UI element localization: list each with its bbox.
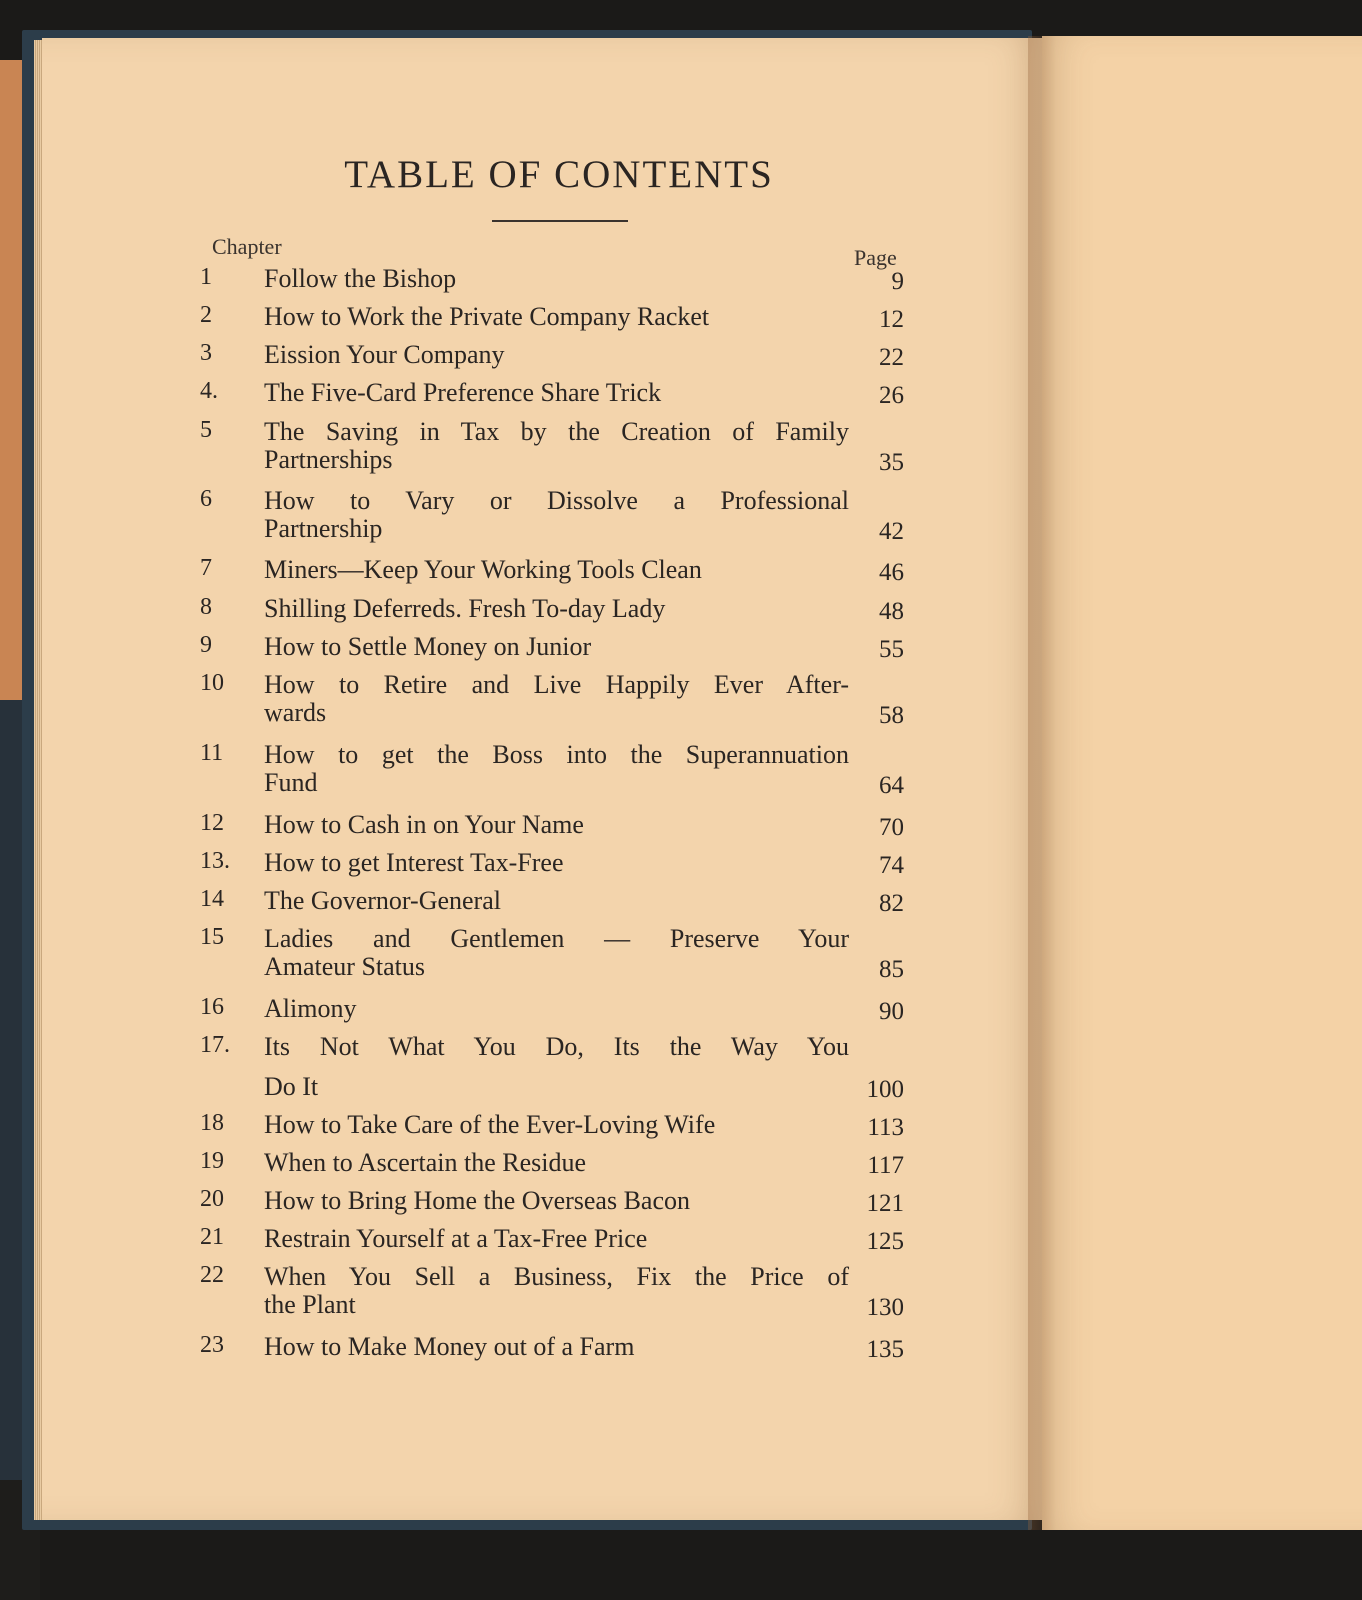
page-number: 58 (879, 702, 904, 729)
page-number: 26 (879, 382, 904, 409)
page-number: 22 (879, 344, 904, 371)
chapter-number: 5 (200, 417, 212, 443)
chapter-title-continued: wards (264, 698, 327, 727)
page-number: 90 (879, 998, 904, 1025)
page-number: 70 (879, 814, 904, 841)
page-number: 64 (879, 772, 904, 799)
chapter-number: 23 (200, 1332, 224, 1358)
chapter-title: How to Vary or Dissolve a Professional (264, 486, 849, 515)
title-rule (492, 220, 628, 222)
chapter-number: 7 (200, 555, 212, 581)
chapter-number: 19 (200, 1148, 224, 1174)
page-number: 46 (879, 559, 904, 586)
chapter-number: 3 (200, 340, 212, 366)
chapter-number: 10 (200, 670, 224, 696)
chapter-title-continued: the Plant (264, 1290, 356, 1319)
chapter-number: 22 (200, 1262, 224, 1288)
chapter-number: 16 (200, 994, 224, 1020)
page-number: 85 (879, 956, 904, 983)
chapter-title: The Saving in Tax by the Creation of Family (264, 417, 849, 446)
chapter-title-continued: Amateur Status (264, 952, 426, 981)
page-edges (34, 40, 42, 1520)
page-number: 100 (866, 1076, 904, 1103)
chapter-title: How to get Interest Tax-Free (264, 848, 564, 877)
chapter-number: 8 (200, 594, 212, 620)
chapter-title: Ladies and Gentlemen — Preserve Your (264, 924, 849, 953)
chapter-title: Eission Your Company (264, 340, 505, 369)
chapter-column-header: Chapter (212, 234, 282, 259)
chapter-number: 6 (200, 486, 212, 512)
page-number: 117 (867, 1152, 904, 1179)
chapter-title: Its Not What You Do, Its the Way You (264, 1032, 849, 1061)
page-number: 82 (879, 890, 904, 917)
chapter-title: Miners—Keep Your Working Tools Clean (264, 555, 702, 584)
chapter-title: Restrain Yourself at a Tax-Free Price (264, 1224, 648, 1253)
chapter-title: How to get the Boss into the Superannuation (264, 740, 849, 769)
chapter-title: How to Bring Home the Overseas Bacon (264, 1186, 691, 1215)
chapter-number: 17. (200, 1032, 230, 1058)
chapter-title-continued: Fund (264, 768, 318, 797)
chapter-title: The Governor-General (264, 886, 501, 915)
page-number: 74 (879, 852, 904, 879)
chapter-number: 15 (200, 924, 224, 950)
chapter-number: 18 (200, 1110, 224, 1136)
chapter-number: 13. (200, 848, 230, 874)
book-gutter (1028, 36, 1056, 1530)
page-number: 121 (866, 1190, 904, 1217)
chapter-number: 12 (200, 810, 224, 836)
page-number: 125 (866, 1228, 904, 1255)
page-title: TABLE OF CONTENTS (344, 153, 774, 196)
chapter-title-continued: Partnership (264, 514, 383, 543)
chapter-number: 14 (200, 886, 224, 912)
chapter-title: Shilling Deferreds. Fresh To-day Lady (264, 594, 666, 623)
chapter-number: 21 (200, 1224, 224, 1250)
chapter-number: 4. (200, 378, 218, 404)
page-number: 113 (867, 1114, 904, 1141)
chapter-number: 1 (200, 264, 212, 290)
page-number: 48 (879, 598, 904, 625)
chapter-title: Follow the Bishop (264, 264, 457, 293)
page-number: 55 (879, 636, 904, 663)
page-number: 42 (879, 518, 904, 545)
page-number: 12 (879, 306, 904, 333)
chapter-number: 9 (200, 632, 212, 658)
chapter-title: When You Sell a Business, Fix the Price of (264, 1262, 849, 1291)
chapter-title: How to Retire and Live Happily Ever After- (264, 670, 849, 699)
chapter-number: 2 (200, 302, 212, 328)
chapter-title: How to Settle Money on Junior (264, 632, 592, 661)
page-number: 135 (866, 1336, 904, 1363)
right-page (1042, 36, 1362, 1530)
page-number: 130 (866, 1294, 904, 1321)
page-number: 35 (879, 449, 904, 476)
chapter-title-continued: Partnerships (264, 445, 393, 474)
chapter-number: 11 (200, 740, 224, 766)
chapter-title: How to Make Money out of a Farm (264, 1332, 635, 1361)
page-column-header: Page (854, 245, 897, 270)
chapter-number: 20 (200, 1186, 224, 1212)
chapter-title: When to Ascertain the Residue (264, 1148, 587, 1177)
chapter-title: How to Take Care of the Ever-Loving Wife (264, 1110, 716, 1139)
chapter-title-continued: Do It (264, 1072, 319, 1101)
chapter-title: How to Work the Private Company Racket (264, 302, 710, 331)
chapter-title: Alimony (264, 994, 357, 1023)
chapter-title: How to Cash in on Your Name (264, 810, 584, 839)
page-number: 9 (891, 268, 904, 295)
chapter-title: The Five-Card Preference Share Trick (264, 378, 662, 407)
